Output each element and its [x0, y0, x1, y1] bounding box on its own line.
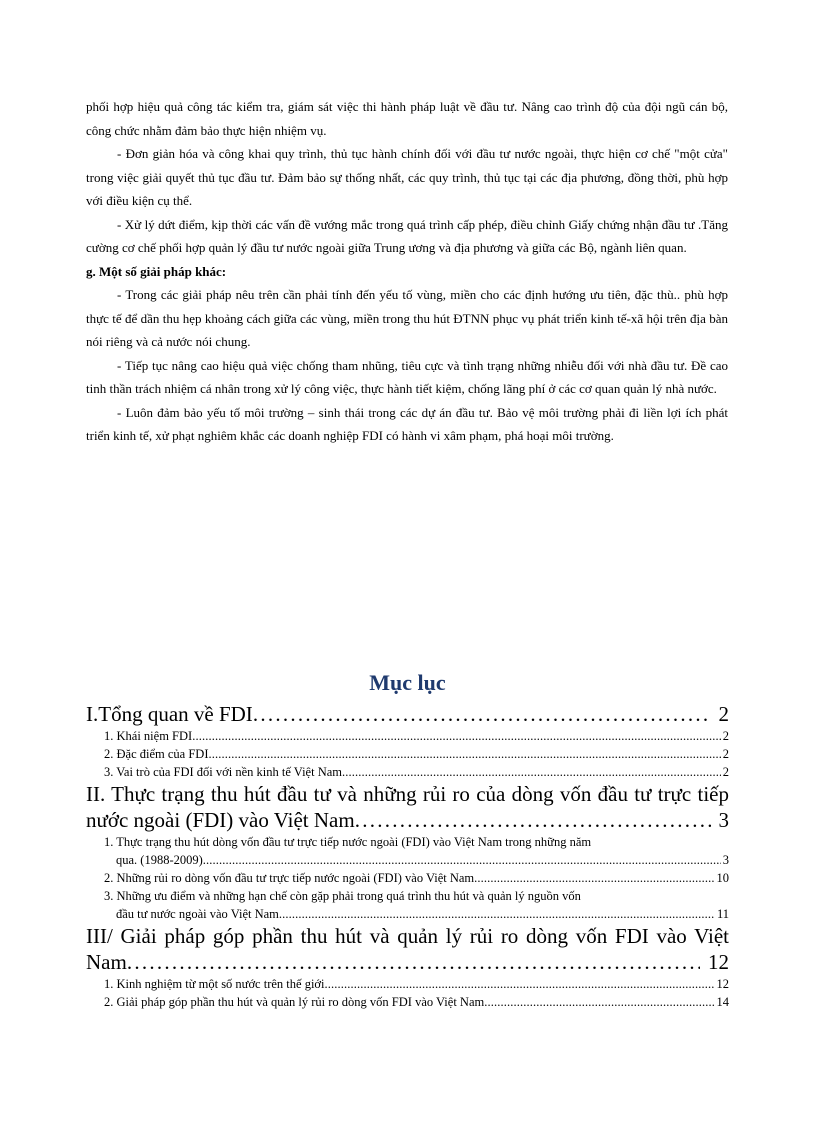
toc-section-title: III/ Giải pháp góp phần thu hút và quản lý rủi ro dòng vốn FDI vào Việt: [86, 924, 729, 948]
toc-leader: [325, 975, 715, 993]
toc-entry-title-cont: qua. (1988-2009): [116, 853, 203, 867]
toc-leader: [208, 745, 720, 763]
toc-leader: [203, 851, 721, 869]
toc-entry[interactable]: [86, 763, 729, 781]
toc-entry-title: 1. Thực trạng thu hút dòng vốn đầu tư trực tiếp nước ngoài (FDI) vào Việt Nam trong những năm: [104, 835, 592, 849]
toc-entry[interactable]: [86, 869, 729, 887]
toc-entry-title: 2. Những rủi ro dòng vốn đầu tư trực tiếp nước ngoài (FDI) vào Việt Nam: [104, 871, 475, 885]
body-text: [86, 95, 728, 448]
toc-entry-title: 2. Giải pháp góp phần thu hút và quản lý rủi ro dòng vốn FDI vào Việt Nam: [104, 995, 485, 1009]
toc-entry-title: 3. Những ưu điểm và những hạn chế còn gặp phải trong quá trình thu hút và quản lý nguồn vốn: [104, 889, 581, 903]
toc-section-3[interactable]: [86, 923, 729, 975]
toc-leader: [253, 701, 711, 727]
toc-page-number: 12: [716, 977, 729, 991]
toc-section-2[interactable]: [86, 781, 729, 833]
toc-entry[interactable]: [86, 993, 729, 1011]
toc-section-title: II. Thực trạng thu hút đầu tư và những rủi ro của dòng vốn đầu tư trực tiếp: [86, 782, 729, 806]
toc-entry[interactable]: [86, 887, 729, 923]
toc-leader: [192, 727, 721, 745]
paragraph: - Trong các giải pháp nêu trên cần phải tính đến yếu tố vùng, miền cho các định hướng ưu tiên, đặc thù.. phù hợp thực tế để dần thu hẹp khoảng cách giữa các vùng, miền trong thu hút ĐTNN phục vụ phát triển kinh tế-xã hội trên địa bàn nói riêng và cả nước nói chung.: [86, 287, 728, 349]
toc-leader: [355, 807, 711, 833]
toc-section-title-cont: nước ngoài (FDI) vào Việt Nam: [86, 808, 355, 832]
paragraph: phối hợp hiệu quả công tác kiểm tra, giám sát việc thi hành pháp luật về đầu tư. Nâng cao trình độ của đội ngũ cán bộ, công chức nhằm đảm bảo thực hiện nhiệm vụ.: [86, 99, 728, 138]
toc-entry[interactable]: [86, 975, 729, 993]
toc-entry-title-cont: đầu tư nước ngoài vào Việt Nam: [116, 907, 279, 921]
toc-leader: [484, 993, 714, 1011]
toc-page-number: 11: [716, 907, 729, 921]
toc-entry-title: 3. Vai trò của FDI đối với nền kinh tế Việt Nam: [104, 765, 343, 779]
toc-title: Mục lục: [369, 670, 446, 695]
toc-entry-title: 2. Đặc điểm của FDI: [104, 747, 209, 761]
toc-entry-title: 1. Khái niệm FDI: [104, 729, 193, 743]
toc-page-number: 2: [722, 729, 729, 743]
toc-page-number: 12: [708, 950, 729, 974]
toc-section-1[interactable]: [86, 701, 729, 727]
toc-entry-title: 1. Kinh nghiệm từ một số nước trên thế giới: [104, 977, 325, 991]
toc-leader: [342, 763, 721, 781]
toc-leader: [474, 869, 714, 887]
toc-section-title: I.Tổng quan về FDI: [86, 702, 253, 726]
toc-page-number: 3: [722, 853, 729, 867]
toc-entry[interactable]: [86, 745, 729, 763]
paragraph: - Luôn đảm bảo yếu tố môi trường – sinh thái trong các dự án đầu tư. Bảo vệ môi trường phải đi liền lợi ích phát triển kinh tế, xử phạt nghiêm khắc các doanh nghiệp FDI có hành vi xâm phạm, phá hoại môi trường.: [86, 404, 728, 443]
toc-leader: [279, 905, 715, 923]
toc-page-number: 10: [716, 871, 729, 885]
toc-entry[interactable]: [86, 833, 729, 869]
toc-entry[interactable]: [86, 727, 729, 745]
toc-page-number: 3: [718, 808, 729, 832]
toc-section-title-cont: Nam: [86, 950, 127, 974]
toc-page-number: 14: [716, 995, 729, 1009]
toc-page-number: 2: [718, 702, 729, 726]
paragraph: - Tiếp tục nâng cao hiệu quả việc chống tham nhũng, tiêu cực và tình trạng những nhiễu đối với nhà đầu tư. Đề cao tinh thần trách nhiệm cá nhân trong xử lý công việc, thực hành tiết kiệm, chống lãng phí ở các cơ quan quản lý nhà nước.: [86, 357, 728, 396]
paragraph: - Đơn giản hóa và công khai quy trình, thủ tục hành chính đối với đầu tư nước ngoài, thực hiện cơ chế "một cửa" trong việc giải quyết thủ tục đầu tư. Đảm bảo sự thống nhất, các quy trình, thủ tục tại các địa phương, đồng thời, phù hợp với điều kiện cụ thể.: [86, 146, 728, 208]
toc-page-number: 2: [722, 747, 729, 761]
table-of-contents: [86, 666, 729, 1011]
section-heading: g. Một số giải pháp khác:: [86, 263, 227, 279]
toc-page-number: 2: [722, 765, 729, 779]
paragraph: - Xử lý dứt điểm, kịp thời các vấn đề vướng mắc trong quá trình cấp phép, điều chỉnh Giấy chứng nhận đầu tư .Tăng cường cơ chế phối hợp quản lý đầu tư nước ngoài giữa Trung ương và địa phương và giữa các Bộ, ngành liên quan.: [86, 216, 728, 255]
toc-leader: [127, 949, 700, 975]
